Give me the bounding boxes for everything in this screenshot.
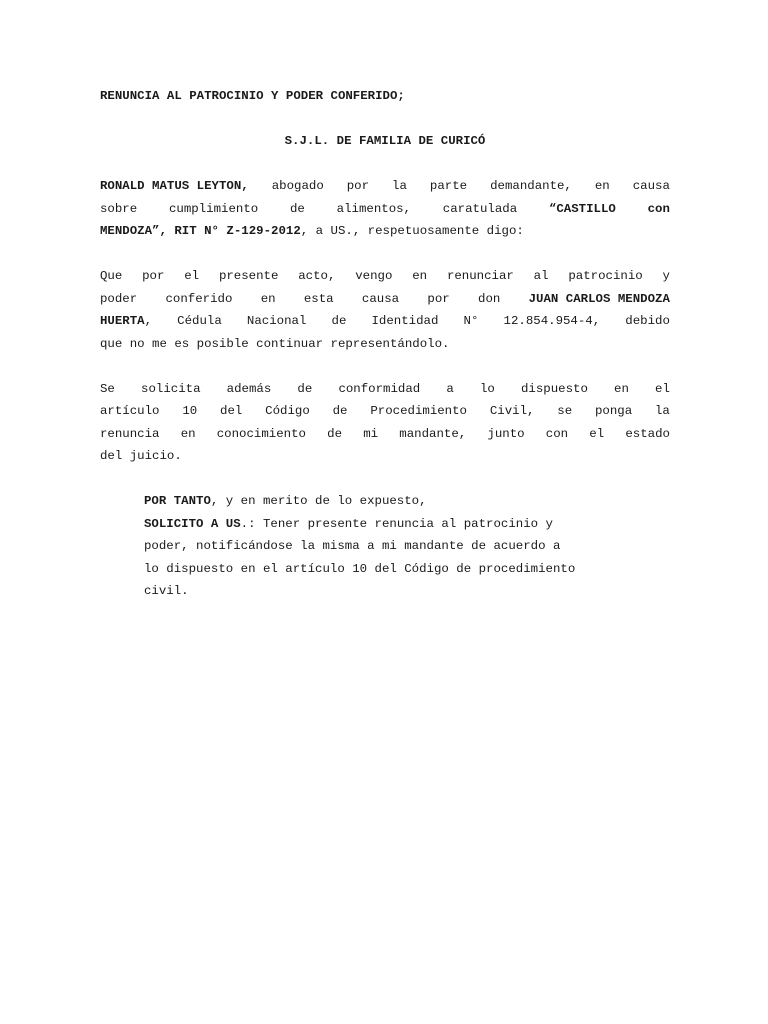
spacer	[100, 153, 670, 176]
word: Se	[100, 381, 115, 396]
word: Código	[265, 404, 310, 418]
client-name: JUAN CARLOS MENDOZA	[528, 291, 670, 306]
word: en	[412, 269, 428, 283]
word: de	[331, 314, 347, 328]
word: renunciar	[446, 269, 514, 283]
client-surname: HUERTA	[100, 314, 145, 328]
word: patrocinio	[568, 269, 643, 283]
text: , a US., respetuosamente digo:	[300, 224, 524, 238]
word: de	[297, 381, 313, 396]
text: , y en merito de lo expuesto,	[210, 494, 427, 508]
word: cumplimiento	[168, 201, 259, 216]
solicito-label: SOLICITO A US	[144, 516, 241, 531]
word: Cédula	[177, 314, 222, 328]
word: poder	[100, 291, 138, 306]
word: abogado	[271, 179, 324, 193]
word: alimentos,	[336, 201, 411, 216]
word: mandante,	[399, 426, 467, 441]
id-number: 12.854.954-4,	[503, 314, 601, 328]
paragraph-2-line-2	[100, 288, 670, 311]
word: renuncia	[100, 426, 160, 441]
word: el	[589, 426, 605, 441]
word: de	[332, 404, 348, 418]
word: sobre	[100, 201, 138, 216]
petition-line-4: lo dispuesto en el artículo 10 del Código de procedimiento	[144, 561, 576, 576]
paragraph-2-line-3: HUERTA, Cédula Nacional de Identidad N° 12.854.954-4, debido	[100, 310, 670, 333]
word: Que	[100, 269, 123, 283]
case-name-part: con	[647, 201, 670, 216]
word: causa	[361, 291, 400, 306]
word: don	[478, 291, 501, 306]
word: a	[446, 381, 454, 396]
word: Civil,	[489, 404, 535, 418]
word: en	[594, 179, 610, 193]
word: en	[180, 426, 196, 441]
word: en	[260, 291, 276, 306]
word: del	[220, 404, 243, 418]
por-tanto-label: POR TANTO	[144, 494, 211, 508]
word: además	[226, 381, 272, 396]
spacer	[100, 468, 670, 491]
word: debido	[625, 314, 670, 328]
word: por	[427, 291, 450, 306]
word: al	[533, 269, 549, 283]
paragraph-1-line-2	[100, 198, 670, 221]
petition-por-tanto	[100, 490, 670, 513]
petition-solicito	[100, 513, 670, 536]
word: caratulada	[442, 201, 518, 216]
word: de	[289, 201, 305, 216]
word: por	[346, 179, 370, 193]
text: .: Tener presente renuncia al patrocinio y	[240, 516, 553, 531]
paragraph-1-line-3	[100, 220, 670, 243]
word: N°	[463, 314, 479, 328]
word: solicita	[141, 381, 201, 396]
word: parte	[429, 179, 468, 193]
word: causa	[632, 179, 670, 193]
paragraph-3-line-4: del juicio.	[100, 449, 182, 463]
court-heading: S.J.L. DE FAMILIA DE CURICÓ	[284, 134, 486, 148]
word: Identidad	[371, 314, 439, 328]
word: ponga	[594, 404, 633, 418]
spacer	[100, 355, 670, 378]
word: con	[545, 426, 569, 441]
word: por	[142, 269, 165, 283]
word: Nacional	[246, 314, 307, 328]
paragraph-1-line-1	[100, 175, 670, 198]
word: conocimiento	[216, 426, 306, 441]
word: el	[655, 381, 670, 396]
word: el	[184, 269, 200, 283]
word: artículo	[100, 404, 160, 418]
paragraph-2-line-4: que no me es posible continuar representándolo.	[100, 336, 450, 351]
case-rit: MENDOZA”, RIT N° Z-129-2012	[100, 224, 301, 238]
attorney-name: RONALD MATUS LEYTON,	[100, 179, 249, 193]
word: acto,	[298, 269, 336, 283]
word: lo	[479, 381, 495, 396]
word: presente	[218, 269, 279, 283]
word: Procedimiento	[370, 404, 467, 418]
word: y	[662, 269, 670, 283]
case-name-part: “CASTILLO	[548, 201, 616, 216]
paragraph-2-line-1	[100, 265, 670, 288]
legal-document	[100, 85, 670, 603]
word: conferido	[165, 291, 233, 306]
word: conformidad	[338, 381, 421, 396]
word: la	[655, 404, 670, 418]
spacer	[100, 108, 670, 131]
word: demandante,	[490, 179, 572, 193]
paragraph-3-line-1	[100, 378, 670, 401]
word: esta	[303, 291, 334, 306]
word: de	[327, 426, 343, 441]
paragraph-3-line-2	[100, 400, 670, 423]
word: la	[392, 179, 407, 193]
petition-line-3: poder, notificándose la misma a mi mandante de acuerdo a	[144, 539, 561, 553]
word: dispuesto	[520, 381, 588, 396]
word: se	[557, 404, 573, 418]
petition-line-5: civil.	[144, 584, 189, 598]
word: junto	[487, 426, 525, 441]
word: estado	[625, 426, 670, 441]
word: vengo	[355, 269, 393, 283]
word: 10	[182, 404, 198, 418]
paragraph-3-line-3	[100, 423, 670, 446]
spacer	[100, 243, 670, 266]
word: en	[614, 381, 629, 396]
document-title: RENUNCIA AL PATROCINIO Y PODER CONFERIDO;	[100, 89, 405, 103]
word: mi	[363, 426, 379, 441]
